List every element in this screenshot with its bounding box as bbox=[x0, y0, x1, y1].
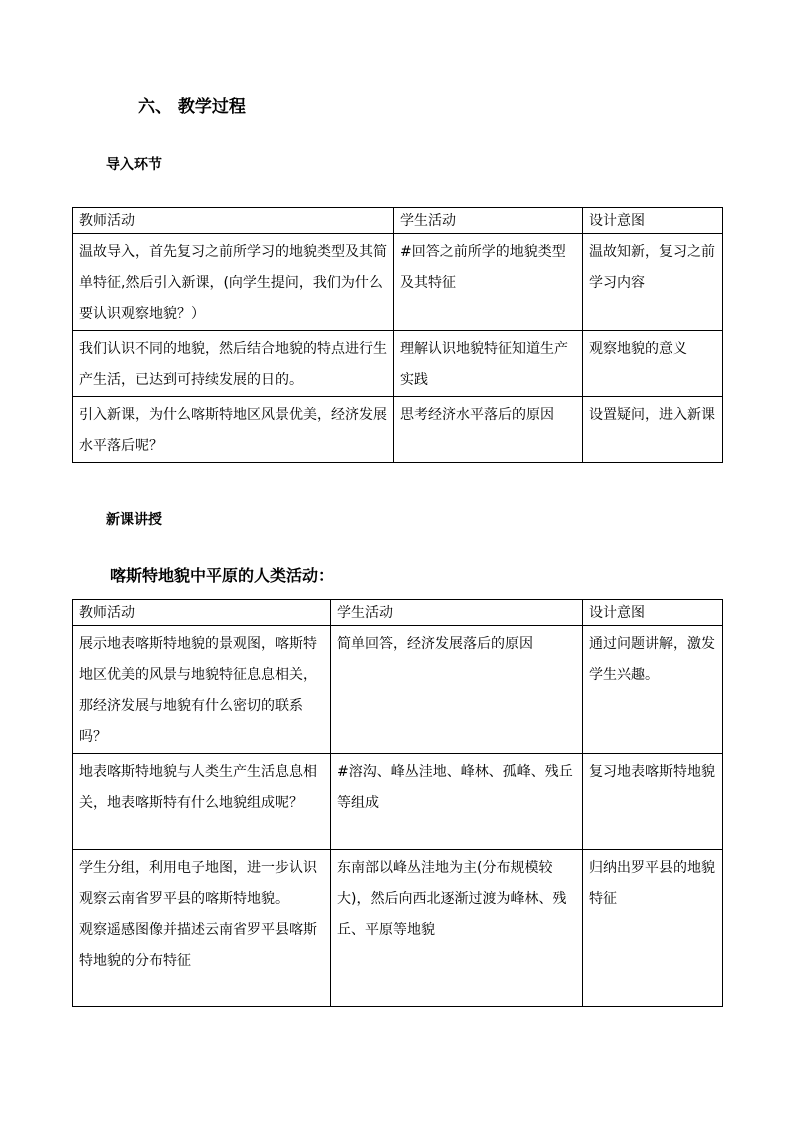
cell-student: 简单回答，经济发展落后的原因 bbox=[331, 626, 583, 754]
cell-intent: 归纳出罗平县的地貌特征 bbox=[583, 850, 723, 1007]
table-row bbox=[73, 234, 723, 331]
cell-teacher: 温故导入，首先复习之前所学习的地貌类型及其简单特征,然后引入新课，(向学生提问，我们为什么要认识观察地貌？） bbox=[73, 234, 394, 331]
cell-teacher: 引入新课，为什么喀斯特地区风景优美，经济发展水平落后呢？ bbox=[73, 397, 394, 463]
cell-teacher: 我们认识不同的地貌，然后结合地貌的特点进行生产生活，已达到可持续发展的日的。 bbox=[73, 331, 394, 397]
karst-activity-table bbox=[72, 599, 723, 1007]
header-teacher-activity: 教师活动 bbox=[73, 208, 394, 234]
subheading-lecture: 新课讲授 bbox=[106, 512, 162, 528]
header-teacher-activity: 教师活动 bbox=[73, 600, 331, 626]
cell-teacher-line-1: 学生分组，利用电子地图，进一步认识观察云南省罗平县的喀斯特地貌。 bbox=[79, 860, 317, 907]
table-header-row bbox=[73, 208, 723, 234]
table-row bbox=[73, 331, 723, 397]
table-row bbox=[73, 754, 723, 850]
cell-teacher: 地表喀斯特地貌与人类生产生活息息相关，地表喀斯特有什么地貌组成呢？ bbox=[73, 754, 331, 850]
intro-activity-table bbox=[72, 207, 723, 463]
cell-intent: 设置疑问，进入新课 bbox=[583, 397, 723, 463]
cell-student: #溶沟、峰丛洼地、峰林、孤峰、残丘等组成 bbox=[331, 754, 583, 850]
cell-student: 思考经济水平落后的原因 bbox=[394, 397, 583, 463]
header-student-activity: 学生活动 bbox=[394, 208, 583, 234]
cell-teacher: 展示地表喀斯特地貌的景观图，喀斯特地区优美的风景与地貌特征息息相关，那经济发展与地貌有什么密切的联系吗？ bbox=[73, 626, 331, 754]
subheading-intro: 导入环节 bbox=[106, 157, 162, 173]
header-student-activity: 学生活动 bbox=[331, 600, 583, 626]
table-row bbox=[73, 626, 723, 754]
cell-intent: 温故知新，复习之前学习内容 bbox=[583, 234, 723, 331]
cell-student: 东南部以峰丛洼地为主(分布规模较大)，然后向西北逐渐过渡为峰林、残丘、平原等地貌 bbox=[331, 850, 583, 1007]
header-design-intent: 设计意图 bbox=[583, 208, 723, 234]
cell-student: #回答之前所学的地貌类型及其特征 bbox=[394, 234, 583, 331]
table-row bbox=[73, 850, 723, 1007]
header-design-intent: 设计意图 bbox=[583, 600, 723, 626]
cell-student: 理解认识地貌特征知道生产实践 bbox=[394, 331, 583, 397]
section-heading-teaching-process: 六、 教学过程 bbox=[138, 97, 246, 117]
cell-intent: 观察地貌的意义 bbox=[583, 331, 723, 397]
cell-intent: 通过问题讲解，激发学生兴趣。 bbox=[583, 626, 723, 754]
cell-teacher-line-2: 观察遥感图像并描述云南省罗平县喀斯特地貌的分布特征 bbox=[79, 922, 317, 969]
table-header-row bbox=[73, 600, 723, 626]
cell-teacher bbox=[73, 850, 331, 1007]
table-row bbox=[73, 397, 723, 463]
section-title-karst-plain: 喀斯特地貌中平原的人类活动： bbox=[110, 566, 335, 585]
cell-intent: 复习地表喀斯特地貌 bbox=[583, 754, 723, 850]
